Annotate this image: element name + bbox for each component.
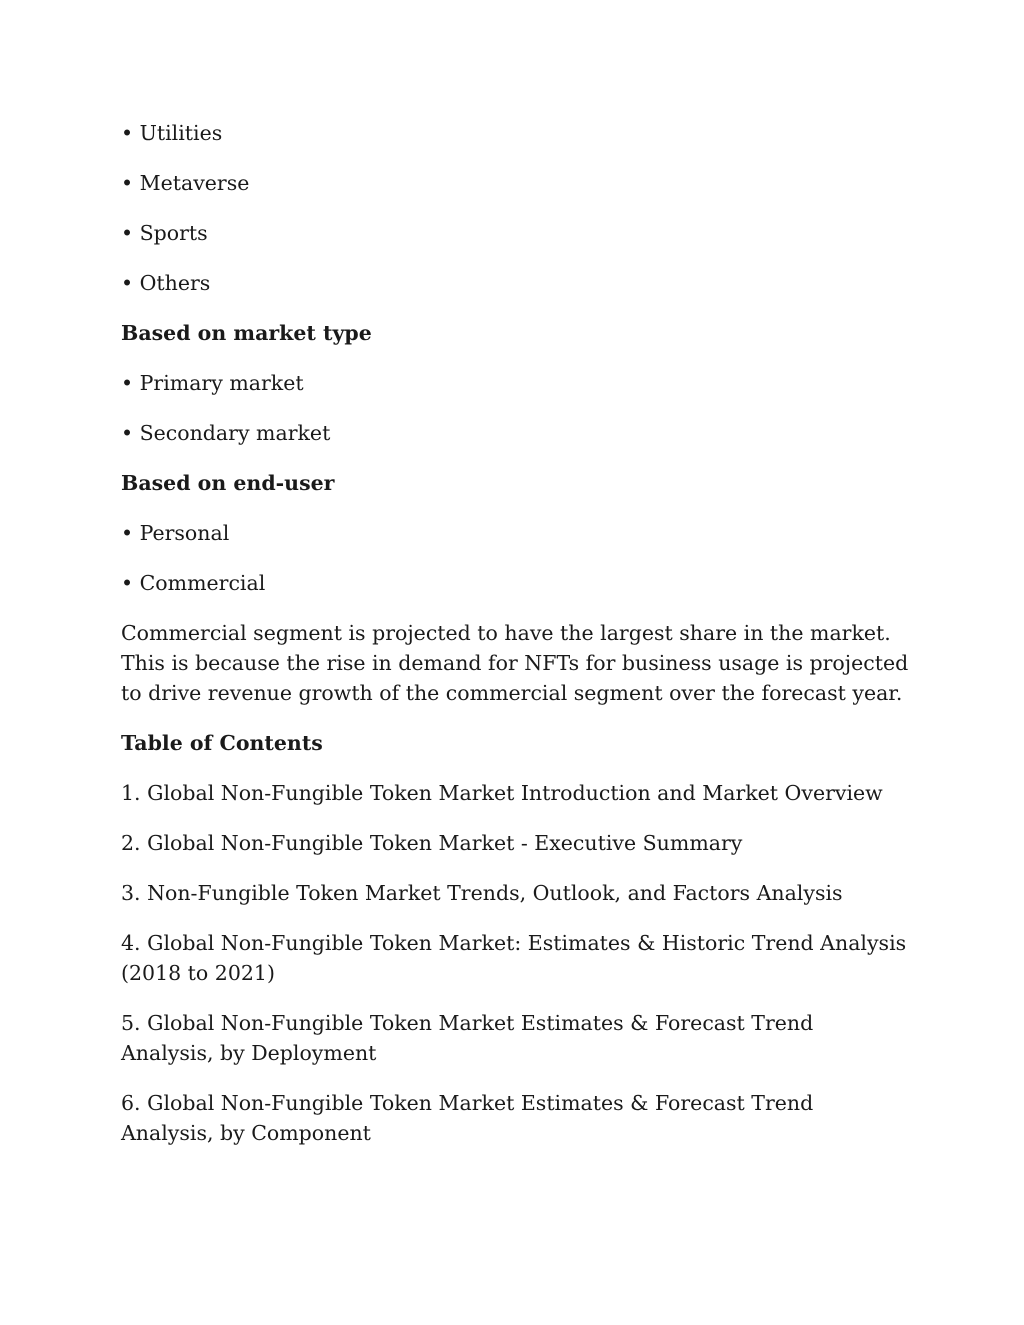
toc-heading: Table of Contents bbox=[121, 731, 323, 755]
list-item: • Utilities bbox=[121, 118, 911, 148]
list-item: • Secondary market bbox=[121, 418, 911, 448]
toc-item: 5. Global Non-Fungible Token Market Estimates & Forecast Trend Analysis, by Deployment bbox=[121, 1011, 814, 1065]
toc-item: 4. Global Non-Fungible Token Market: Estimates & Historic Trend Analysis (2018 to 2021) bbox=[121, 931, 907, 985]
list-item: • Others bbox=[121, 268, 911, 298]
commercial-paragraph: Commercial segment is projected to have the largest share in the market. This is because the rise in demand for NFTs for business usage is projected to drive revenue growth of the commercial segment over the forecast year. bbox=[121, 621, 909, 705]
end-user-heading: Based on end-user bbox=[121, 471, 335, 495]
market-type-heading: Based on market type bbox=[121, 321, 372, 345]
toc-item: 2. Global Non-Fungible Token Market - Executive Summary bbox=[121, 831, 743, 855]
list-item: • Personal bbox=[121, 518, 911, 548]
toc-item: 6. Global Non-Fungible Token Market Estimates & Forecast Trend Analysis, by Component bbox=[121, 1091, 814, 1145]
toc-item: 1. Global Non-Fungible Token Market Introduction and Market Overview bbox=[121, 781, 883, 805]
list-item: • Commercial bbox=[121, 568, 911, 598]
list-item: • Metaverse bbox=[121, 168, 911, 198]
list-item: • Primary market bbox=[121, 368, 911, 398]
document-body bbox=[121, 118, 911, 1168]
list-item: • Sports bbox=[121, 218, 911, 248]
toc-item: 3. Non-Fungible Token Market Trends, Outlook, and Factors Analysis bbox=[121, 881, 843, 905]
